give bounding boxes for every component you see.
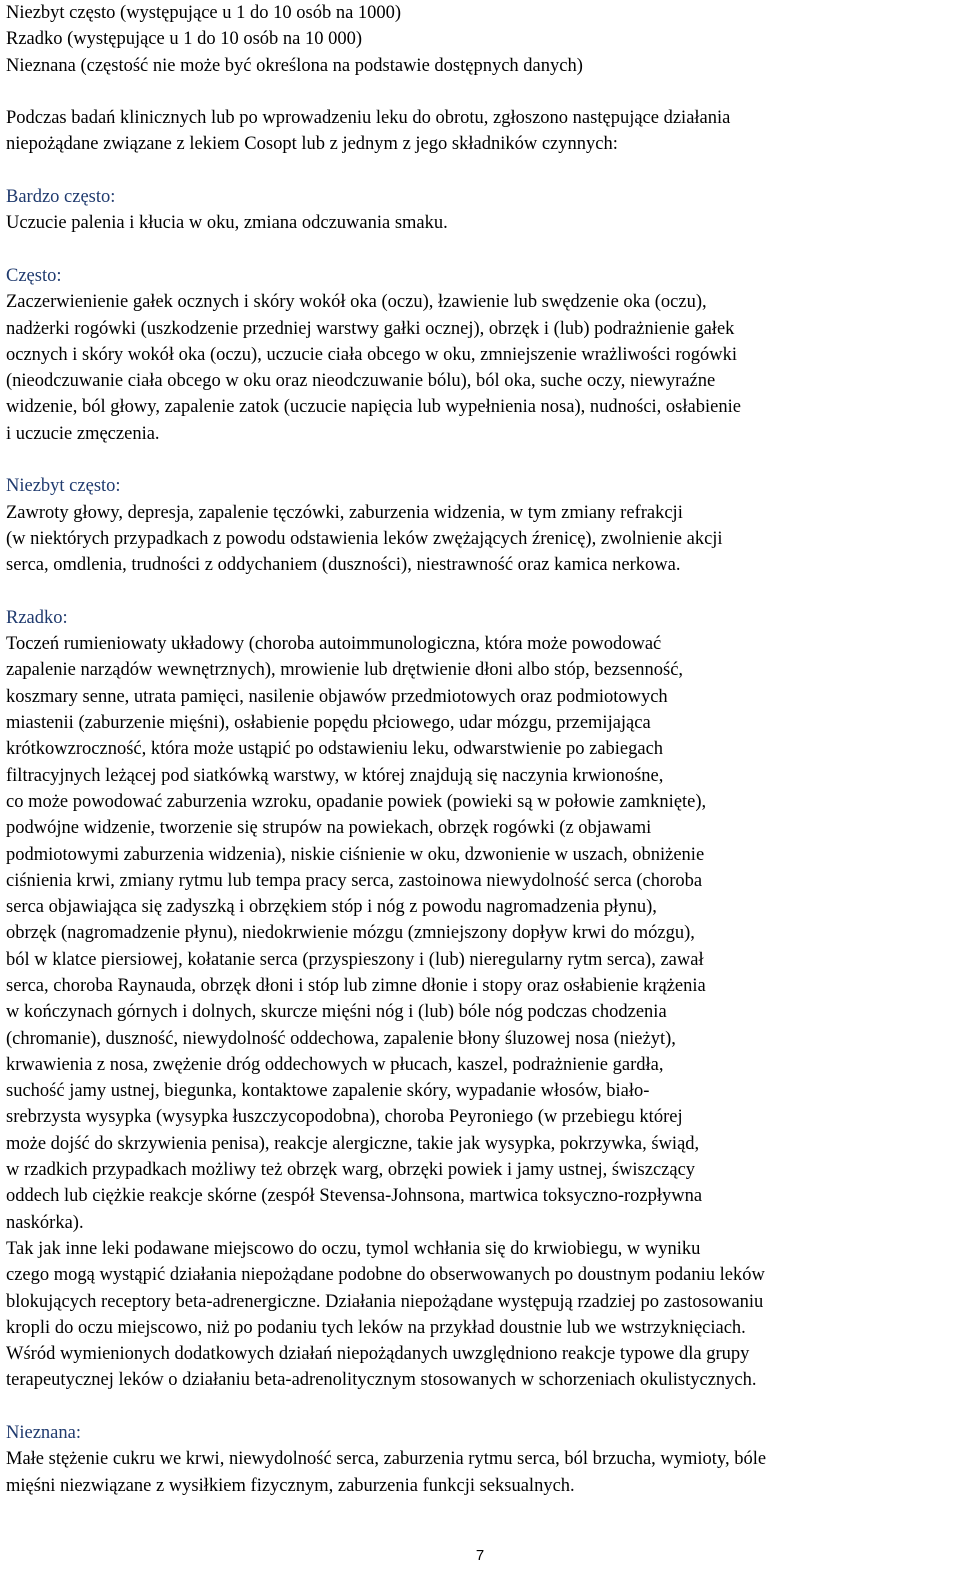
frequency-rare-definition: Rzadko (występujące u 1 do 10 osób na 10 000) (6, 29, 363, 50)
frequency-unknown-definition: Nieznana (częstość nie może być określona na podstawie dostępnych danych) (6, 55, 583, 76)
paragraph-line: i uczucie zmęczenia. (6, 423, 160, 444)
paragraph-line: może dojść do skrzywienia penisa), reakcje alergiczne, takie jak wysypka, pokrzywka, świąd, (6, 1133, 700, 1154)
paragraph-line: miastenii (zaburzenie mięśni), osłabienie popędu płciowego, udar mózgu, przemijająca (6, 713, 651, 734)
section-heading: Nieznana: (6, 1423, 81, 1444)
paragraph-line: podwójne widzenie, tworzenie się strupów na powiekach, obrzęk rogówki (z objawami (6, 818, 652, 839)
paragraph-line: ból w klatce piersiowej, kołatanie serca (przyspieszony i (lub) nieregularny rytm serca), zawał (6, 949, 704, 970)
page-number: 7 (475, 1547, 485, 1564)
frequency-legend (6, 0, 958, 79)
paragraph-line: obrzęk (nagromadzenie płynu), niedokrwienie mózgu (zmniejszony dopływ krwi do mózgu), (6, 923, 695, 944)
spacer (6, 158, 958, 184)
paragraph-line: terapeutycznej leków o działaniu beta-adrenolitycznym stosowanych w schorzeniach okulistycznych. (6, 1370, 757, 1391)
paragraph-line: kropli do oczu miejscowo, niż po podaniu tych leków na przykład doustnie lub we wstrzyknięciach. (6, 1317, 746, 1338)
paragraph-line: Toczeń rumieniowaty układowy (choroba autoimmunologiczna, która może powodować (6, 634, 662, 655)
paragraph-line: Uczucie palenia i kłucia w oku, zmiana odczuwania smaku. (6, 213, 448, 234)
intro-paragraph (6, 105, 958, 158)
paragraph-line: w rzadkich przypadkach możliwy też obrzęk warg, obrzęki powiek i jamy ustnej, świszczący (6, 1160, 696, 1181)
paragraph-line: (nieodczuwanie ciała obcego w oku oraz nieodczuwanie bólu), ból oka, suche oczy, niewyraźne (6, 371, 716, 392)
paragraph-line: naskórka). (6, 1212, 84, 1233)
paragraph-line: serca, choroba Raynauda, obrzęk dłoni i stóp lub zimne dłonie i stopy oraz osłabienie krążenia (6, 975, 706, 996)
spacer (6, 237, 958, 263)
paragraph-line: (chromanie), duszność, niewydolność oddechowa, zapalenie błony śluzowej nosa (nieżyt), (6, 1028, 676, 1049)
paragraph-line: w kończynach górnych i dolnych, skurcze mięśni nóg i (lub) bóle nóg podczas chodzenia (6, 1002, 667, 1023)
section-common (6, 263, 958, 447)
paragraph-line: ocznych i skóry wokół oka (oczu), uczucie ciała obcego w oku, zmniejszenie wrażliwości rogówki (6, 344, 738, 365)
section-uncommon (6, 473, 958, 578)
paragraph-line: krótkowzroczność, która może ustąpić po odstawieniu leku, odwarstwienie po zabiegach (6, 739, 664, 760)
paragraph-line: niepożądane związane z lekiem Cosopt lub z jednym z jego składników czynnych: (6, 134, 618, 155)
paragraph-line: ciśnienia krwi, zmiany rytmu lub tempa pracy serca, zastoinowa niewydolność serca (choroba (6, 870, 703, 891)
document-body (6, 0, 958, 1499)
paragraph-line: zapalenie narządów wewnętrznych), mrowienie lub drętwienie dłoni albo stóp, bezsenność, (6, 660, 684, 681)
section-heading: Często: (6, 265, 62, 286)
section-heading: Niezbyt często: (6, 476, 121, 497)
paragraph-line: srebrzysta wysypka (wysypka łuszczycopodobna), choroba Peyroniego (w przebiegu której (6, 1107, 683, 1128)
paragraph-line: czego mogą wystąpić działania niepożądane podobne do obserwowanych po doustnym podaniu leków (6, 1265, 765, 1286)
paragraph-line: krwawienia z nosa, zwężenie dróg oddechowych w płucach, kaszel, podrażnienie gardła, (6, 1054, 664, 1075)
spacer (6, 1394, 958, 1420)
paragraph-line: Tak jak inne leki podawane miejscowo do oczu, tymol wchłania się do krwiobiegu, w wyniku (6, 1238, 701, 1259)
paragraph-line: Wśród wymienionych dodatkowych działań niepożądanych uwzględniono reakcje typowe dla grupy (6, 1344, 750, 1365)
paragraph-line: Podczas badań klinicznych lub po wprowadzeniu leku do obrotu, zgłoszono następujące działania (6, 108, 731, 129)
section-heading: Bardzo często: (6, 187, 116, 208)
paragraph-line: Zaczerwienienie gałek ocznych i skóry wokół oka (oczu), łzawienie lub swędzenie oka (oczu), (6, 292, 707, 313)
paragraph-line: Zawroty głowy, depresja, zapalenie tęczówki, zaburzenia widzenia, w tym zmiany refrakcji (6, 502, 683, 523)
spacer (6, 79, 958, 105)
frequency-uncommon-definition: Niezbyt często (występujące u 1 do 10 osób na 1000) (6, 3, 402, 23)
paragraph-line: nadżerki rogówki (uszkodzenie przedniej warstwy gałki ocznej), obrzęk i (lub) podrażnienie gałek (6, 318, 735, 339)
paragraph-line: oddech lub ciężkie reakcje skórne (zespół Stevensa-Johnsona, martwica toksyczno-rozpływna (6, 1186, 703, 1207)
section-rare (6, 605, 958, 1394)
paragraph-line: co może powodować zaburzenia wzroku, opadanie powiek (powieki są w połowie zamknięte), (6, 791, 707, 812)
spacer (6, 447, 958, 473)
paragraph-line: suchość jamy ustnej, biegunka, kontaktowe zapalenie skóry, wypadanie włosów, biało- (6, 1081, 650, 1102)
paragraph-line: mięśni niezwiązane z wysiłkiem fizycznym, zaburzenia funkcji seksualnych. (6, 1475, 575, 1496)
paragraph-line: podmiotowymi zaburzenia widzenia), niskie ciśnienie w oku, dzwonienie w uszach, obniżenie (6, 844, 705, 865)
paragraph-line: Małe stężenie cukru we krwi, niewydolność serca, zaburzenia rytmu serca, ból brzucha, wymioty, bóle (6, 1449, 767, 1470)
paragraph-line: (w niektórych przypadkach z powodu odstawienia leków zwężających źrenicę), zwolnienie akcji (6, 528, 723, 549)
paragraph-line: serca, omdlenia, trudności z oddychaniem (duszności), niestrawność oraz kamica nerkowa. (6, 555, 681, 576)
section-heading: Rzadko: (6, 607, 68, 628)
paragraph-line: blokujących receptory beta-adrenergiczne. Działania niepożądane występują rzadziej po zastosowaniu (6, 1291, 764, 1312)
paragraph-line: koszmary senne, utrata pamięci, nasilenie objawów przedmiotowych oraz podmiotowych (6, 686, 668, 707)
section-very-common (6, 184, 958, 237)
paragraph-line: filtracyjnych leżącej pod siatkówką warstwy, w której znajdują się naczynia krwionośne, (6, 765, 664, 786)
section-unknown (6, 1420, 958, 1499)
paragraph-line: serca objawiająca się zadyszką i obrzękiem stóp i nóg z powodu nagromadzenia płynu), (6, 897, 657, 918)
spacer (6, 579, 958, 605)
paragraph-line: widzenie, ból głowy, zapalenie zatok (uczucie napięcia lub wypełnienia nosa), nudności, osłabienie (6, 397, 741, 418)
